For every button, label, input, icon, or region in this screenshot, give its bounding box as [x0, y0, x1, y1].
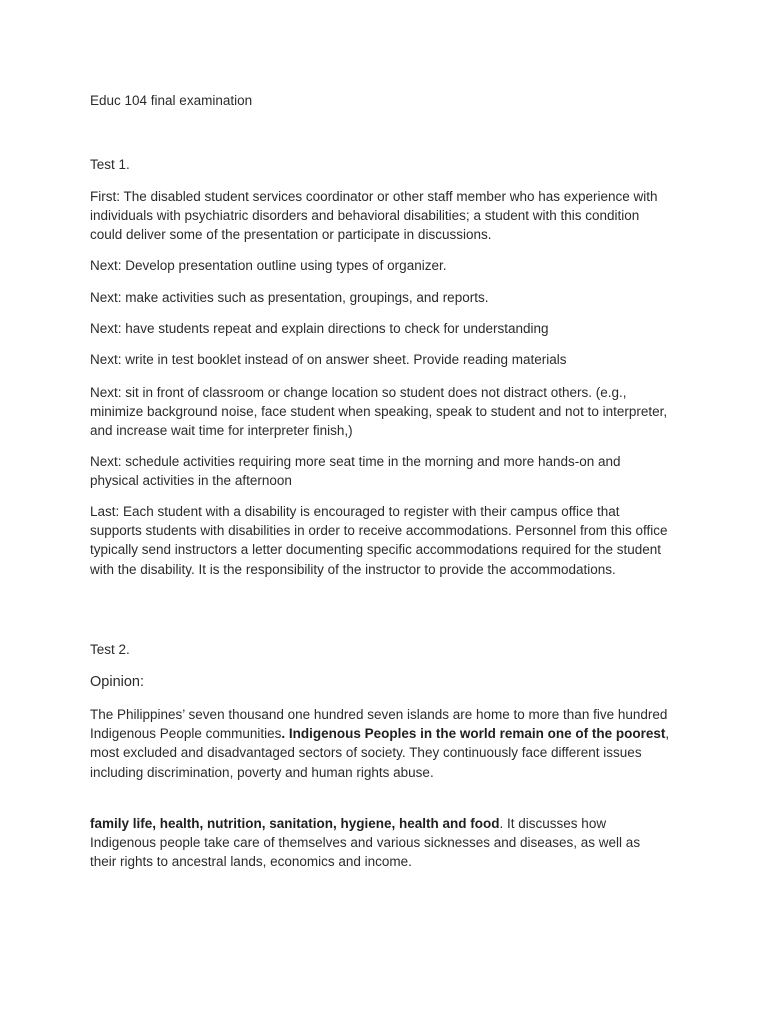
test2-paragraph-1-text-before: The Philippines’ seven thousand one hundred seven islands are home to more than five hundred Indigenous People communities	[90, 707, 668, 742]
test1-paragraph-next-2: Next: make activities such as presentation, groupings, and reports.	[90, 290, 489, 305]
opinion-heading: Opinion:	[90, 674, 145, 690]
test2-paragraph-1-text-after: , most excluded and disadvantaged sectors of society. They continuously face different issues including discrimination, poverty and human rights abuse.	[90, 726, 670, 780]
test1-paragraph-next-5: Next: sit in front of classroom or change location so student does not distract others. (e.g., minimize background noise, face student when speaking, speak to student and not to interpreter, and increase wait time for interpreter finish,)	[90, 385, 668, 439]
test2-heading: Test 2.	[90, 642, 130, 657]
test1-paragraph-first: First: The disabled student services coordinator or other staff member who has experience with individuals with psychiatric disorders and behavioral disabilities; a student with this condition could deliver some of the presentation or participate in discussions.	[90, 189, 658, 243]
test1-heading: Test 1.	[90, 157, 130, 172]
test2-paragraph-1	[90, 705, 670, 782]
test2-paragraph-1-bold: . Indigenous Peoples in the world remain one of the poorest	[281, 726, 666, 742]
test1-paragraph-next-6: Next: schedule activities requiring more seat time in the morning and more hands-on and physical activities in the afternoon	[90, 454, 621, 489]
test1-paragraph-next-3: Next: have students repeat and explain directions to check for understanding	[90, 321, 549, 336]
test2-paragraph-2	[90, 814, 670, 872]
test1-paragraph-next-4: Next: write in test booklet instead of on answer sheet. Provide reading materials	[90, 352, 567, 367]
document-title: Educ 104 final examination	[90, 93, 253, 108]
test2-paragraph-2-bold: family life, health, nutrition, sanitation, hygiene, health and food	[90, 816, 500, 831]
test1-paragraph-last: Last: Each student with a disability is encouraged to register with their campus office that supports students with disabilities in order to receive accommodations. Personnel from this office typically send instructors a letter documenting specific accommodations required for the student with the disability. It is the responsibility of the instructor to provide the accommodations.	[90, 504, 668, 577]
test1-paragraph-next-1: Next: Develop presentation outline using types of organizer.	[90, 258, 447, 273]
test2-paragraph-2-text-after: . It discusses how Indigenous people take care of themselves and various sicknesses and diseases, as well as their rights to ancestral lands, economics and income.	[90, 816, 641, 870]
